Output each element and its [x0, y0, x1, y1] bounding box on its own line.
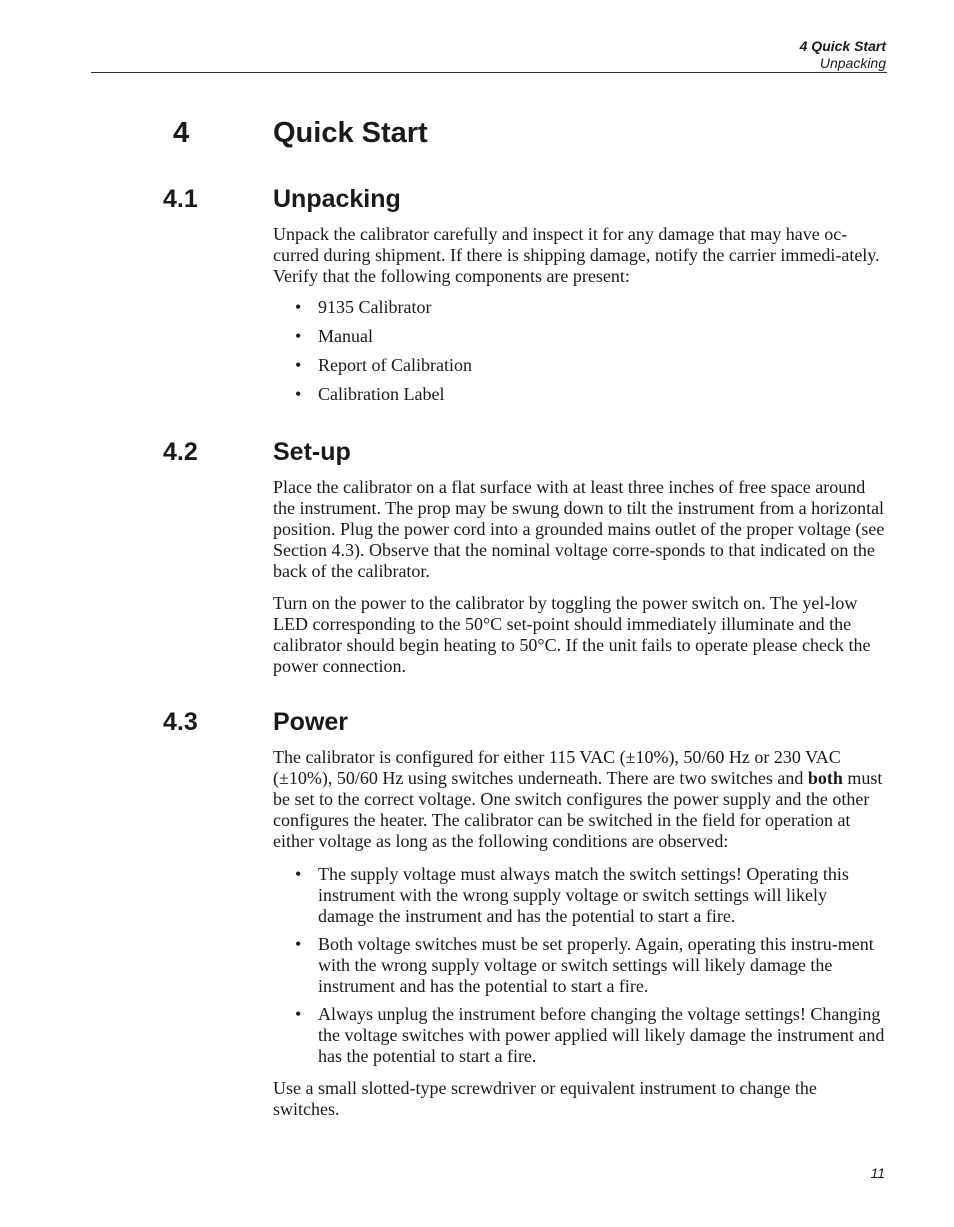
bullet-icon: •: [295, 297, 302, 317]
paragraph: Turn on the power to the calibrator by toggling the power switch on. The yel-low LED corresponding to the 50°C set-point should immediately illuminate and the calibrator should begin heating to 50°C. If the unit fails to operate please check the power connection.: [273, 593, 871, 676]
power-conditions-list: [273, 864, 885, 1067]
power-body: [273, 747, 885, 852]
chapter-number: 4: [173, 117, 190, 149]
header-divider: [91, 72, 887, 73]
list-item: [273, 326, 885, 347]
section-number: 4.2: [163, 438, 198, 466]
bullet-icon: •: [295, 1004, 302, 1024]
bullet-icon: •: [295, 355, 302, 375]
running-header-chapter: 4 Quick Start: [799, 38, 886, 54]
unpacking-body: [273, 224, 885, 287]
section-title: Set-up: [273, 438, 351, 466]
list-item: [273, 297, 885, 318]
list-item-text: The supply voltage must always match the switch settings! Operating this instrument with the wrong supply voltage or switch settings will likely damage the instrument and has the potential to start a fire.: [318, 864, 849, 926]
list-item-text: 9135 Calibrator: [318, 297, 432, 317]
running-header: [800, 38, 886, 72]
list-item-text: Manual: [318, 326, 373, 346]
emphasis-text: both: [807, 768, 843, 788]
paragraph-text: The calibrator is configured for either 115 VAC (±10%), 50/60 Hz or 230 VAC (±10%), 50/60 Hz using switches underneath. There are two switches and: [273, 747, 841, 788]
paragraph-text: must be set to the correct voltage. One switch configures the power supply and the other configures the heater. The calibrator can be switched in the field for operation at either voltage as long as the following conditions are observed:: [273, 768, 883, 851]
page-number: 11: [870, 1165, 885, 1181]
paragraph: Unpack the calibrator carefully and inspect it for any damage that may have oc-curred during shipment. If there is shipping damage, notify the carrier immedi-ately. Verify that the following components are present:: [273, 224, 880, 286]
list-item-text: Both voltage switches must be set properly. Again, operating this instru-ment with the wrong supply voltage or switch settings will likely damage the instrument and has the potential to start a fire.: [318, 934, 874, 996]
list-item-text: Report of Calibration: [318, 355, 472, 375]
paragraph: Place the calibrator on a flat surface with at least three inches of free space around the instrument. The prop may be swung down to tilt the instrument from a horizontal position. Plug the power cord into a grounded mains outlet of the proper voltage (see Section 4.3). Observe that the nominal voltage corre-sponds to that indicated on the back of the calibrator.: [273, 477, 885, 581]
list-item: [273, 355, 885, 376]
list-item-text: Calibration Label: [318, 384, 445, 404]
chapter-title: Quick Start: [273, 117, 428, 149]
running-header-section: Unpacking: [819, 55, 886, 71]
section-title: Unpacking: [273, 185, 401, 213]
section-number: 4.1: [163, 185, 198, 213]
list-item: [273, 384, 885, 405]
list-item: [273, 1004, 885, 1067]
list-item-text: Always unplug the instrument before changing the voltage settings! Changing the voltage switches with power applied will likely damage the instrument and has the potential to start a fire.: [318, 1004, 885, 1066]
setup-body: [273, 477, 885, 677]
power-closing: [273, 1078, 885, 1120]
bullet-icon: •: [295, 934, 302, 954]
bullet-icon: •: [295, 384, 302, 404]
paragraph: Use a small slotted-type screwdriver or equivalent instrument to change the switches.: [273, 1078, 817, 1119]
section-number: 4.3: [163, 708, 198, 736]
paragraph: [273, 747, 885, 852]
section-title: Power: [273, 708, 349, 736]
unpacking-component-list: [273, 297, 885, 405]
bullet-icon: •: [295, 326, 302, 346]
list-item: [273, 864, 885, 927]
bullet-icon: •: [295, 864, 302, 884]
list-item: [273, 934, 885, 997]
